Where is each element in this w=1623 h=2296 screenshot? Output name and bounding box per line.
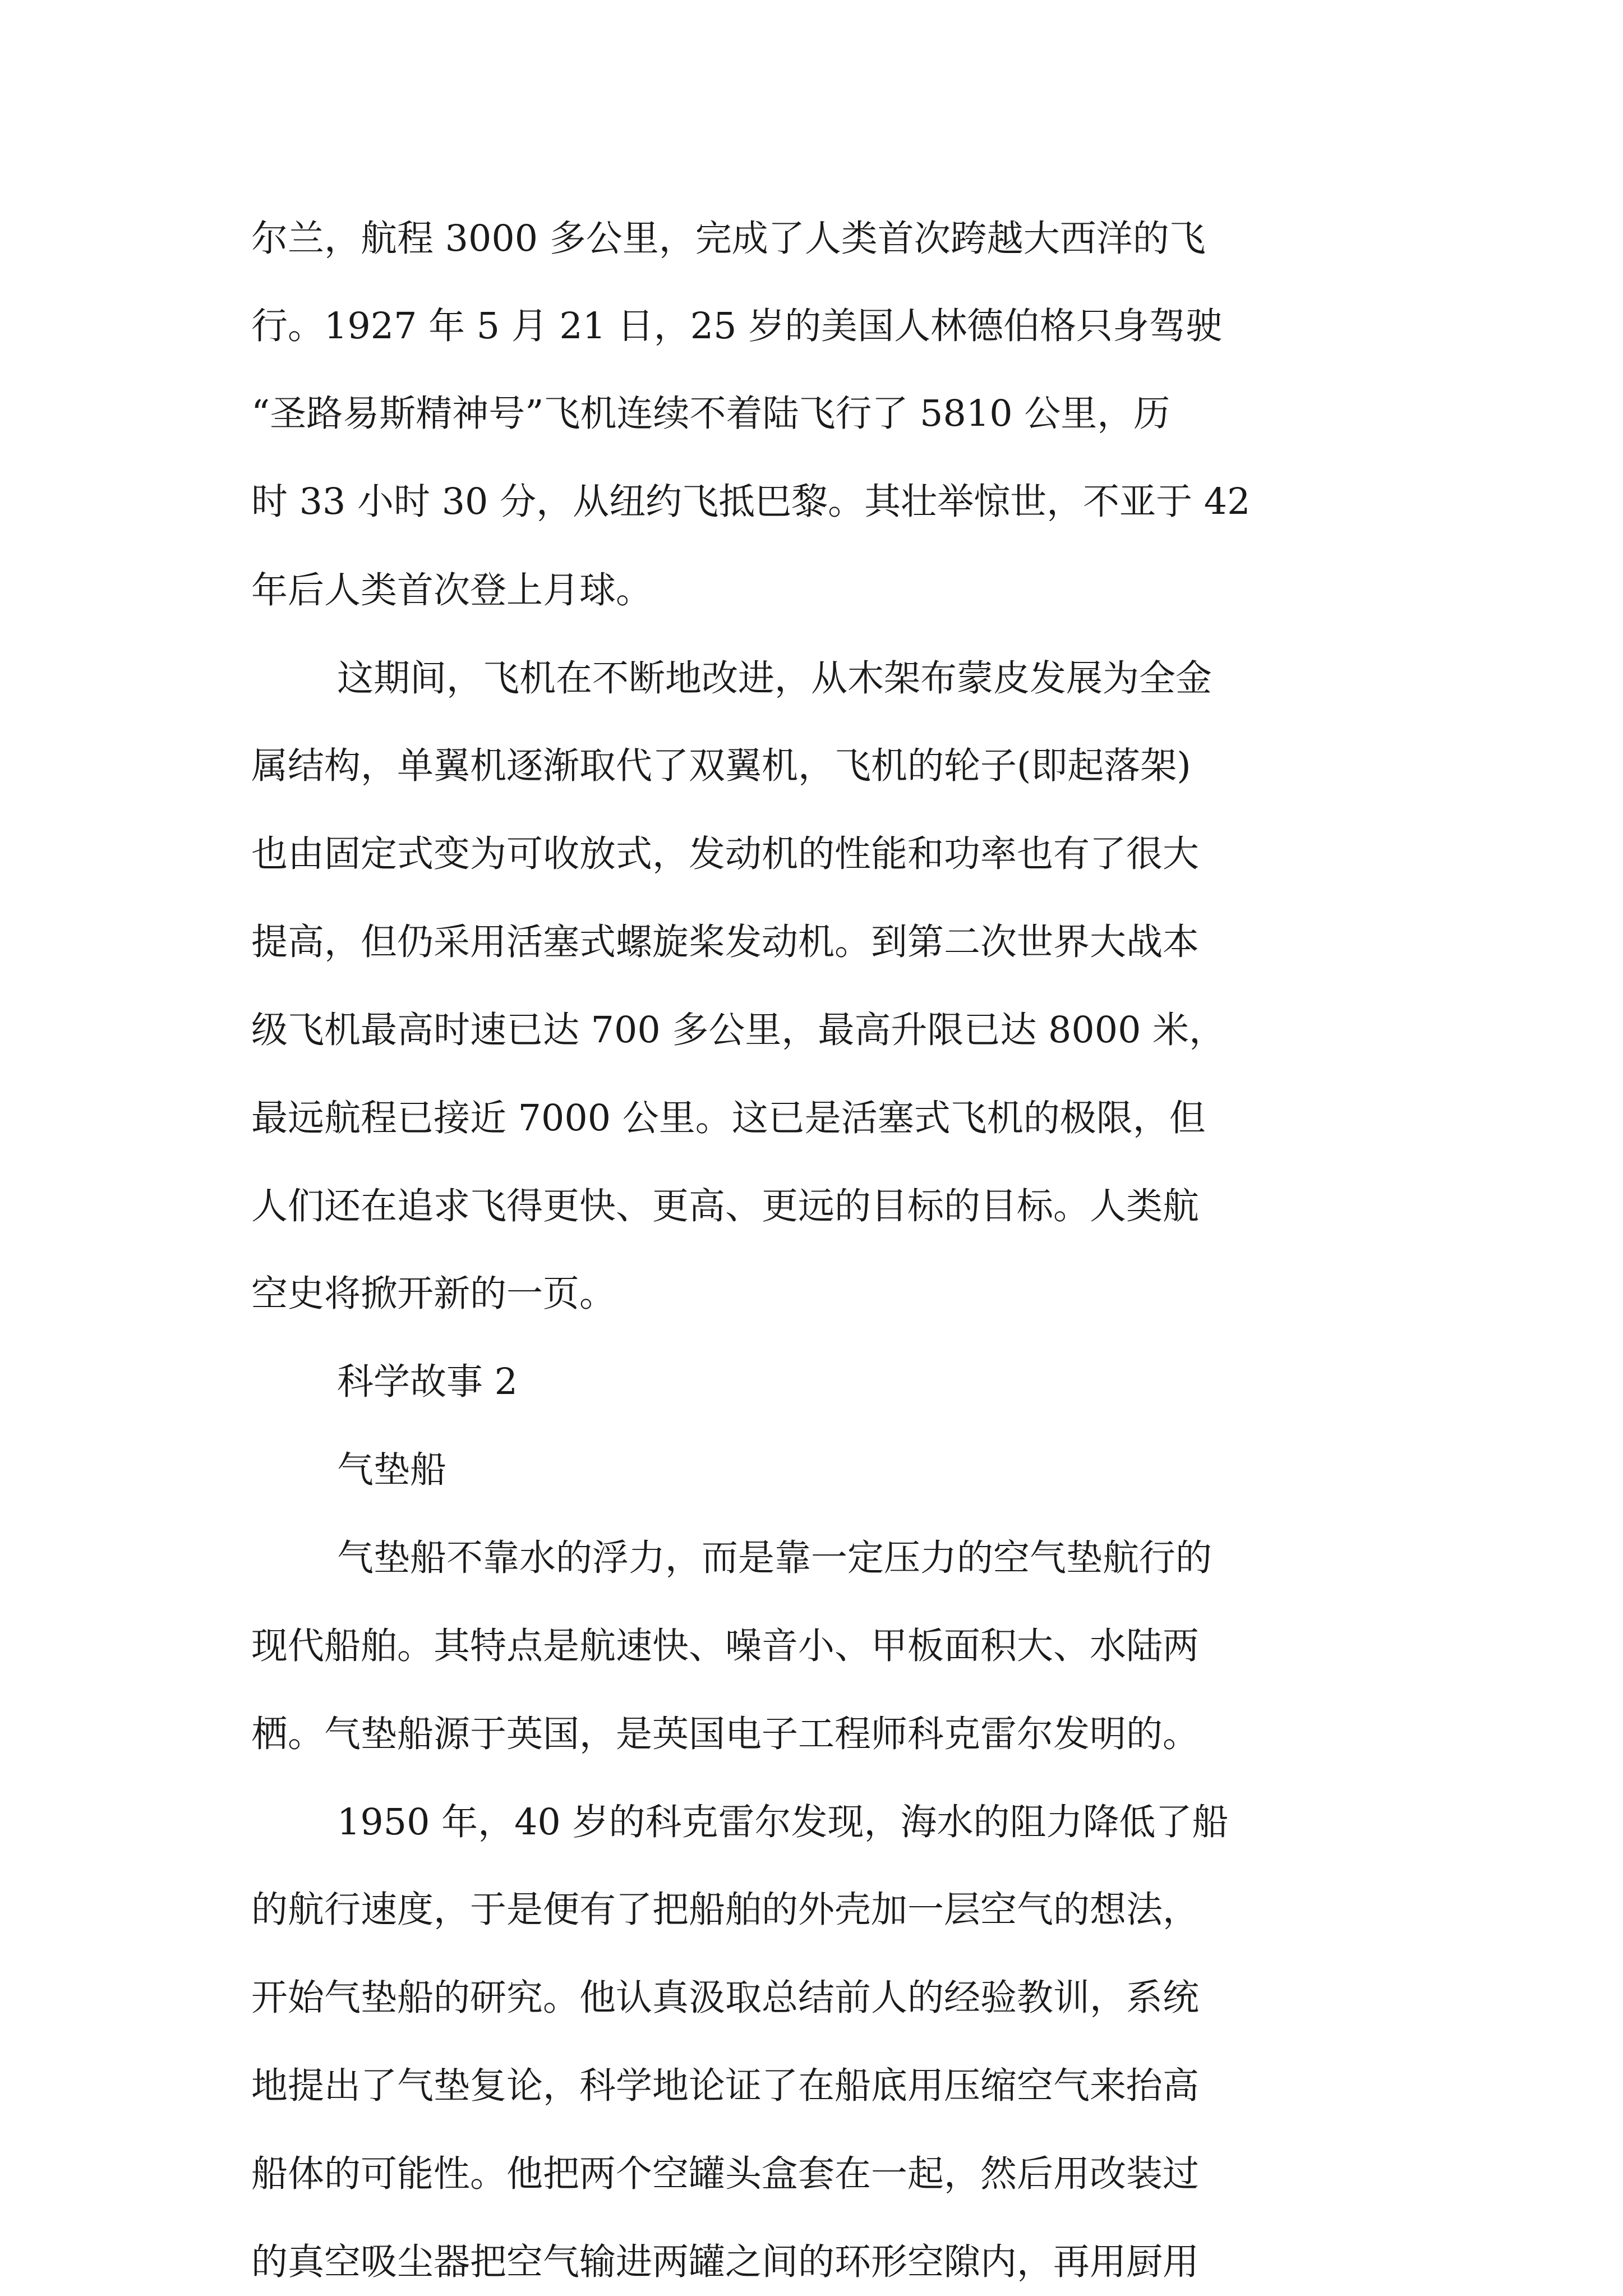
text-line: 人们还在追求飞得更快、更高、更远的目标的目标。人类航 — [251, 1185, 1200, 1227]
text-line: 船体的可能性。他把两个空罐头盒套在一起，然后用改装过 — [251, 2153, 1200, 2195]
text-line: 现代船舶。其特点是航速快、噪音小、甲板面积大、水陆两 — [251, 1625, 1200, 1667]
text-line: 科学故事 2 — [337, 1361, 518, 1403]
text-line: 年后人类首次登上月球。 — [251, 569, 653, 611]
text-line: 气垫船 — [337, 1449, 447, 1491]
text-line: 开始气垫船的研究。他认真汲取总结前人的经验教训，系统 — [251, 1977, 1200, 2019]
text-line: 也由固定式变为可收放式，发动机的性能和功率也有了很大 — [251, 833, 1200, 875]
text-line: 气垫船不靠水的浮力，而是靠一定压力的空气垫航行的 — [337, 1537, 1212, 1579]
text-line: 这期间，飞机在不断地改进，从木架布蒙皮发展为全金 — [337, 657, 1212, 700]
text-line: 属结构，单翼机逐渐取代了双翼机，飞机的轮子(即起落架) — [251, 745, 1191, 787]
text-line: 栖。气垫船源于英国，是英国电子工程师科克雷尔发明的。 — [251, 1713, 1200, 1755]
text-line: 的真空吸尘器把空气输进两罐之间的环形空隙内，再用厨用 — [251, 2241, 1200, 2283]
text-line: “圣路易斯精神号”飞机连续不着陆飞行了 5810 公里，历 — [251, 393, 1170, 435]
text-line: 地提出了气垫复论，科学地论证了在船底用压缩空气来抬高 — [251, 2065, 1200, 2107]
text-line: 的航行速度，于是便有了把船舶的外壳加一层空气的想法， — [251, 1889, 1200, 1931]
text-line: 级飞机最高时速已达 700 多公里，最高升限已达 8000 米， — [251, 1009, 1226, 1051]
text-line: 空史将掀开新的一页。 — [251, 1273, 616, 1315]
text-line: 最远航程已接近 7000 公里。这已是活塞式飞机的极限，但 — [251, 1097, 1206, 1139]
text-line: 尔兰，航程 3000 多公里，完成了人类首次跨越大西洋的飞 — [251, 218, 1206, 260]
text-line: 提高，但仍采用活塞式螺旋桨发动机。到第二次世界大战本 — [251, 921, 1200, 963]
text-line: 1950 年，40 岁的科克雷尔发现，海水的阻力降低了船 — [337, 1801, 1229, 1843]
text-line: 时 33 小时 30 分，从纽约飞抵巴黎。其壮举惊世，不亚于 42 — [251, 481, 1251, 523]
text-line: 行。1927 年 5 月 21 日，25 岁的美国人林德伯格只身驾驶 — [251, 305, 1223, 347]
